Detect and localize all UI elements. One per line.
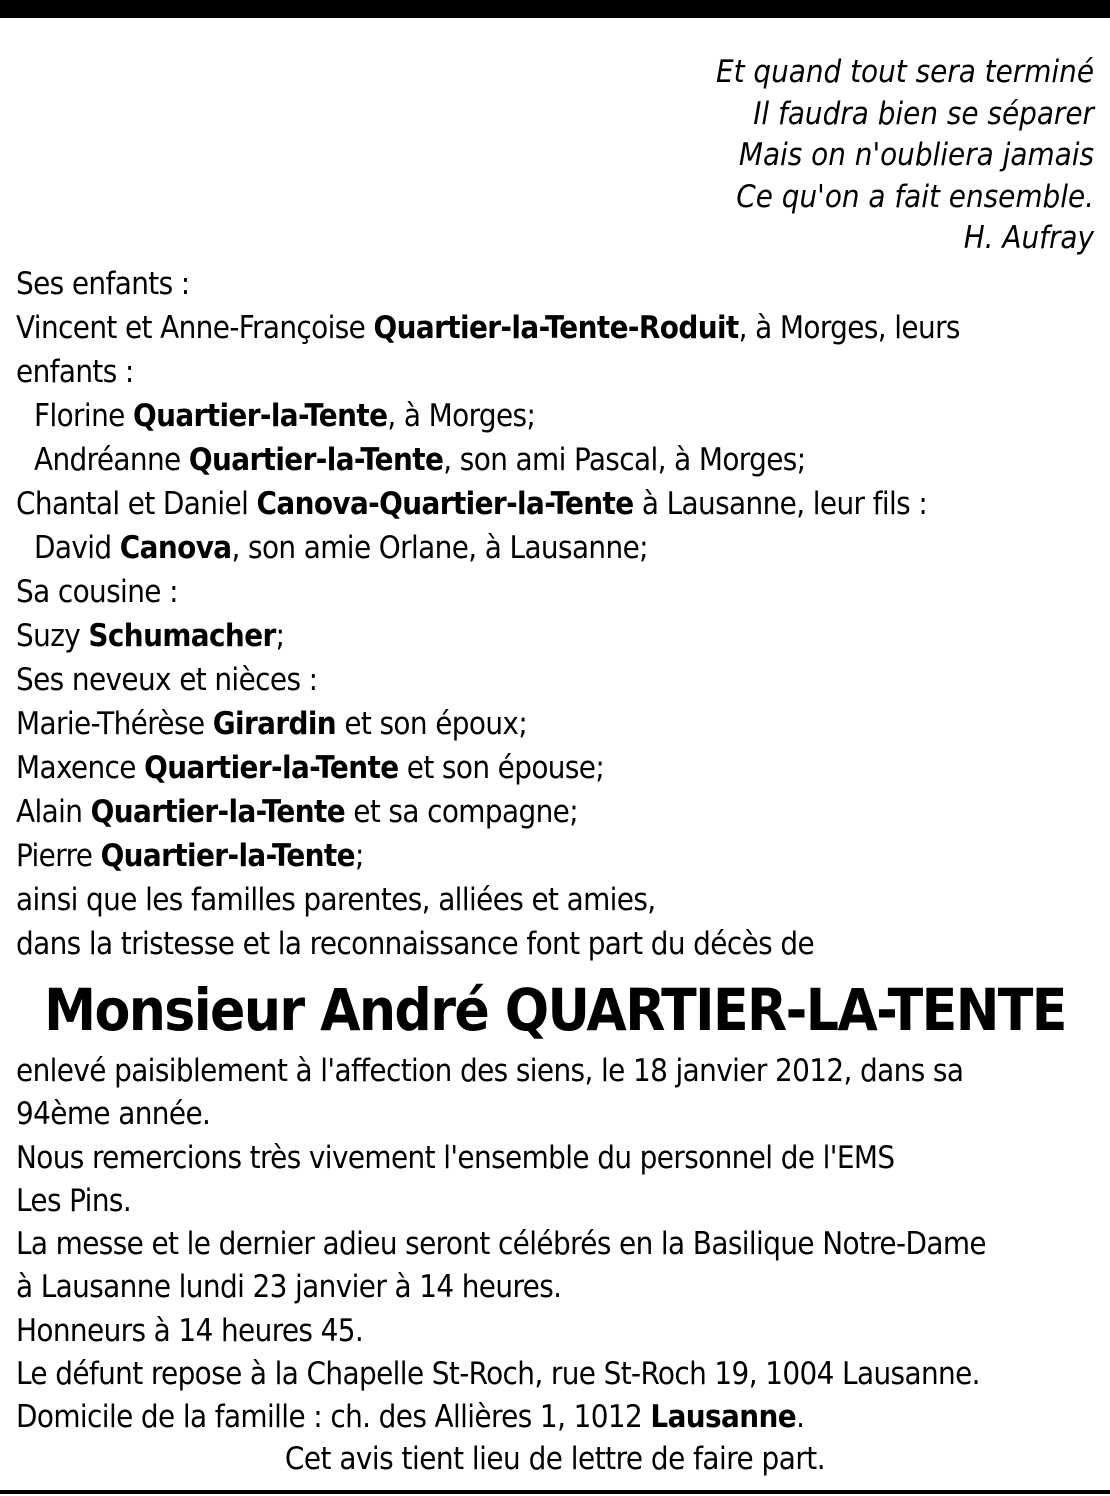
family-line: Alain Quartier-la-Tente et sa compagne; xyxy=(16,794,579,830)
family-surname: Quartier-la-Tente xyxy=(100,838,355,874)
detail-line: Les Pins. xyxy=(16,1182,132,1219)
enfants-heading: Ses enfants : xyxy=(16,266,190,302)
family-surname: Schumacher xyxy=(88,618,276,654)
family-line: Andréanne Quartier-la-Tente, son ami Pascal, à Morges; xyxy=(34,442,806,478)
poem-author: H. Aufray xyxy=(963,220,1094,256)
family-surname: Canova-Quartier-la-Tente xyxy=(256,486,634,522)
family-surname: Quartier-la-Tente xyxy=(144,750,399,786)
family-line: Vincent et Anne-Françoise Quartier-la-Tente-Roduit, à Morges, leurs xyxy=(16,310,960,346)
family-surname: Quartier-la-Tente xyxy=(132,398,388,434)
poem-line: Mais on n'oubliera jamais xyxy=(738,137,1094,173)
family-surname: Canova xyxy=(119,530,232,566)
detail-line: Nous remercions très vivement l'ensemble du personnel de l'EMS xyxy=(16,1139,895,1176)
bottom-border-rule xyxy=(0,1490,1110,1494)
family-line: dans la tristesse et la reconnaissance font part du décès de xyxy=(16,926,815,962)
family-line: Pierre Quartier-la-Tente; xyxy=(16,838,364,874)
detail-line: Le défunt repose à la Chapelle St-Roch, rue St-Roch 19, 1004 Lausanne. xyxy=(16,1356,980,1393)
family-line: Maxence Quartier-la-Tente et son épouse; xyxy=(16,750,605,786)
poem-line: Il faudra bien se séparer xyxy=(753,95,1094,132)
detail-line: à Lausanne lundi 23 janvier à 14 heures. xyxy=(16,1269,562,1306)
detail-line: Honneurs à 14 heures 45. xyxy=(16,1312,364,1349)
deceased-name-headline: Monsieur André QUARTIER-LA-TENTE xyxy=(44,976,1066,1044)
family-surname: Quartier-la-Tente-Roduit xyxy=(373,310,739,346)
family-surname: Quartier-la-Tente xyxy=(90,794,346,830)
family-surname: Quartier-la-Tente xyxy=(188,442,444,478)
family-line: Marie-Thérèse Girardin et son époux; xyxy=(16,706,528,742)
poem-line: Et quand tout sera terminé xyxy=(716,54,1094,90)
neveux-heading: Ses neveux et nièces : xyxy=(16,662,318,698)
cousine-heading: Sa cousine : xyxy=(16,574,178,610)
detail-line: enlevé paisiblement à l'affection des siens, le 18 janvier 2012, dans sa xyxy=(16,1053,964,1089)
detail-line: Domicile de la famille : ch. des Allières 1, 1012 Lausanne. xyxy=(16,1399,805,1436)
family-line: David Canova, son amie Orlane, à Lausanne; xyxy=(34,530,648,566)
city-bold: Lausanne xyxy=(650,1399,797,1436)
top-border-rule xyxy=(0,0,1110,18)
detail-line: La messe et le dernier adieu seront célébrés en la Basilique Notre-Dame xyxy=(16,1226,986,1263)
detail-line: 94ème année. xyxy=(16,1096,211,1133)
family-line: Chantal et Daniel Canova-Quartier-la-Tente à Lausanne, leur fils : xyxy=(16,486,928,522)
family-line: ainsi que les familles parentes, alliées et amies, xyxy=(16,882,656,918)
poem-line: Ce qu'on a fait ensemble. xyxy=(736,178,1094,215)
announcement-details xyxy=(16,1050,1096,1440)
family-line: Florine Quartier-la-Tente, à Morges; xyxy=(34,398,536,434)
family-list xyxy=(16,262,1096,966)
footer-note: Cet avis tient lieu de lettre de faire part. xyxy=(284,1441,826,1477)
family-line: Suzy Schumacher; xyxy=(16,618,285,654)
family-line: enfants : xyxy=(16,354,134,390)
family-surname: Girardin xyxy=(212,706,337,742)
epigraph-poem xyxy=(394,52,1094,260)
